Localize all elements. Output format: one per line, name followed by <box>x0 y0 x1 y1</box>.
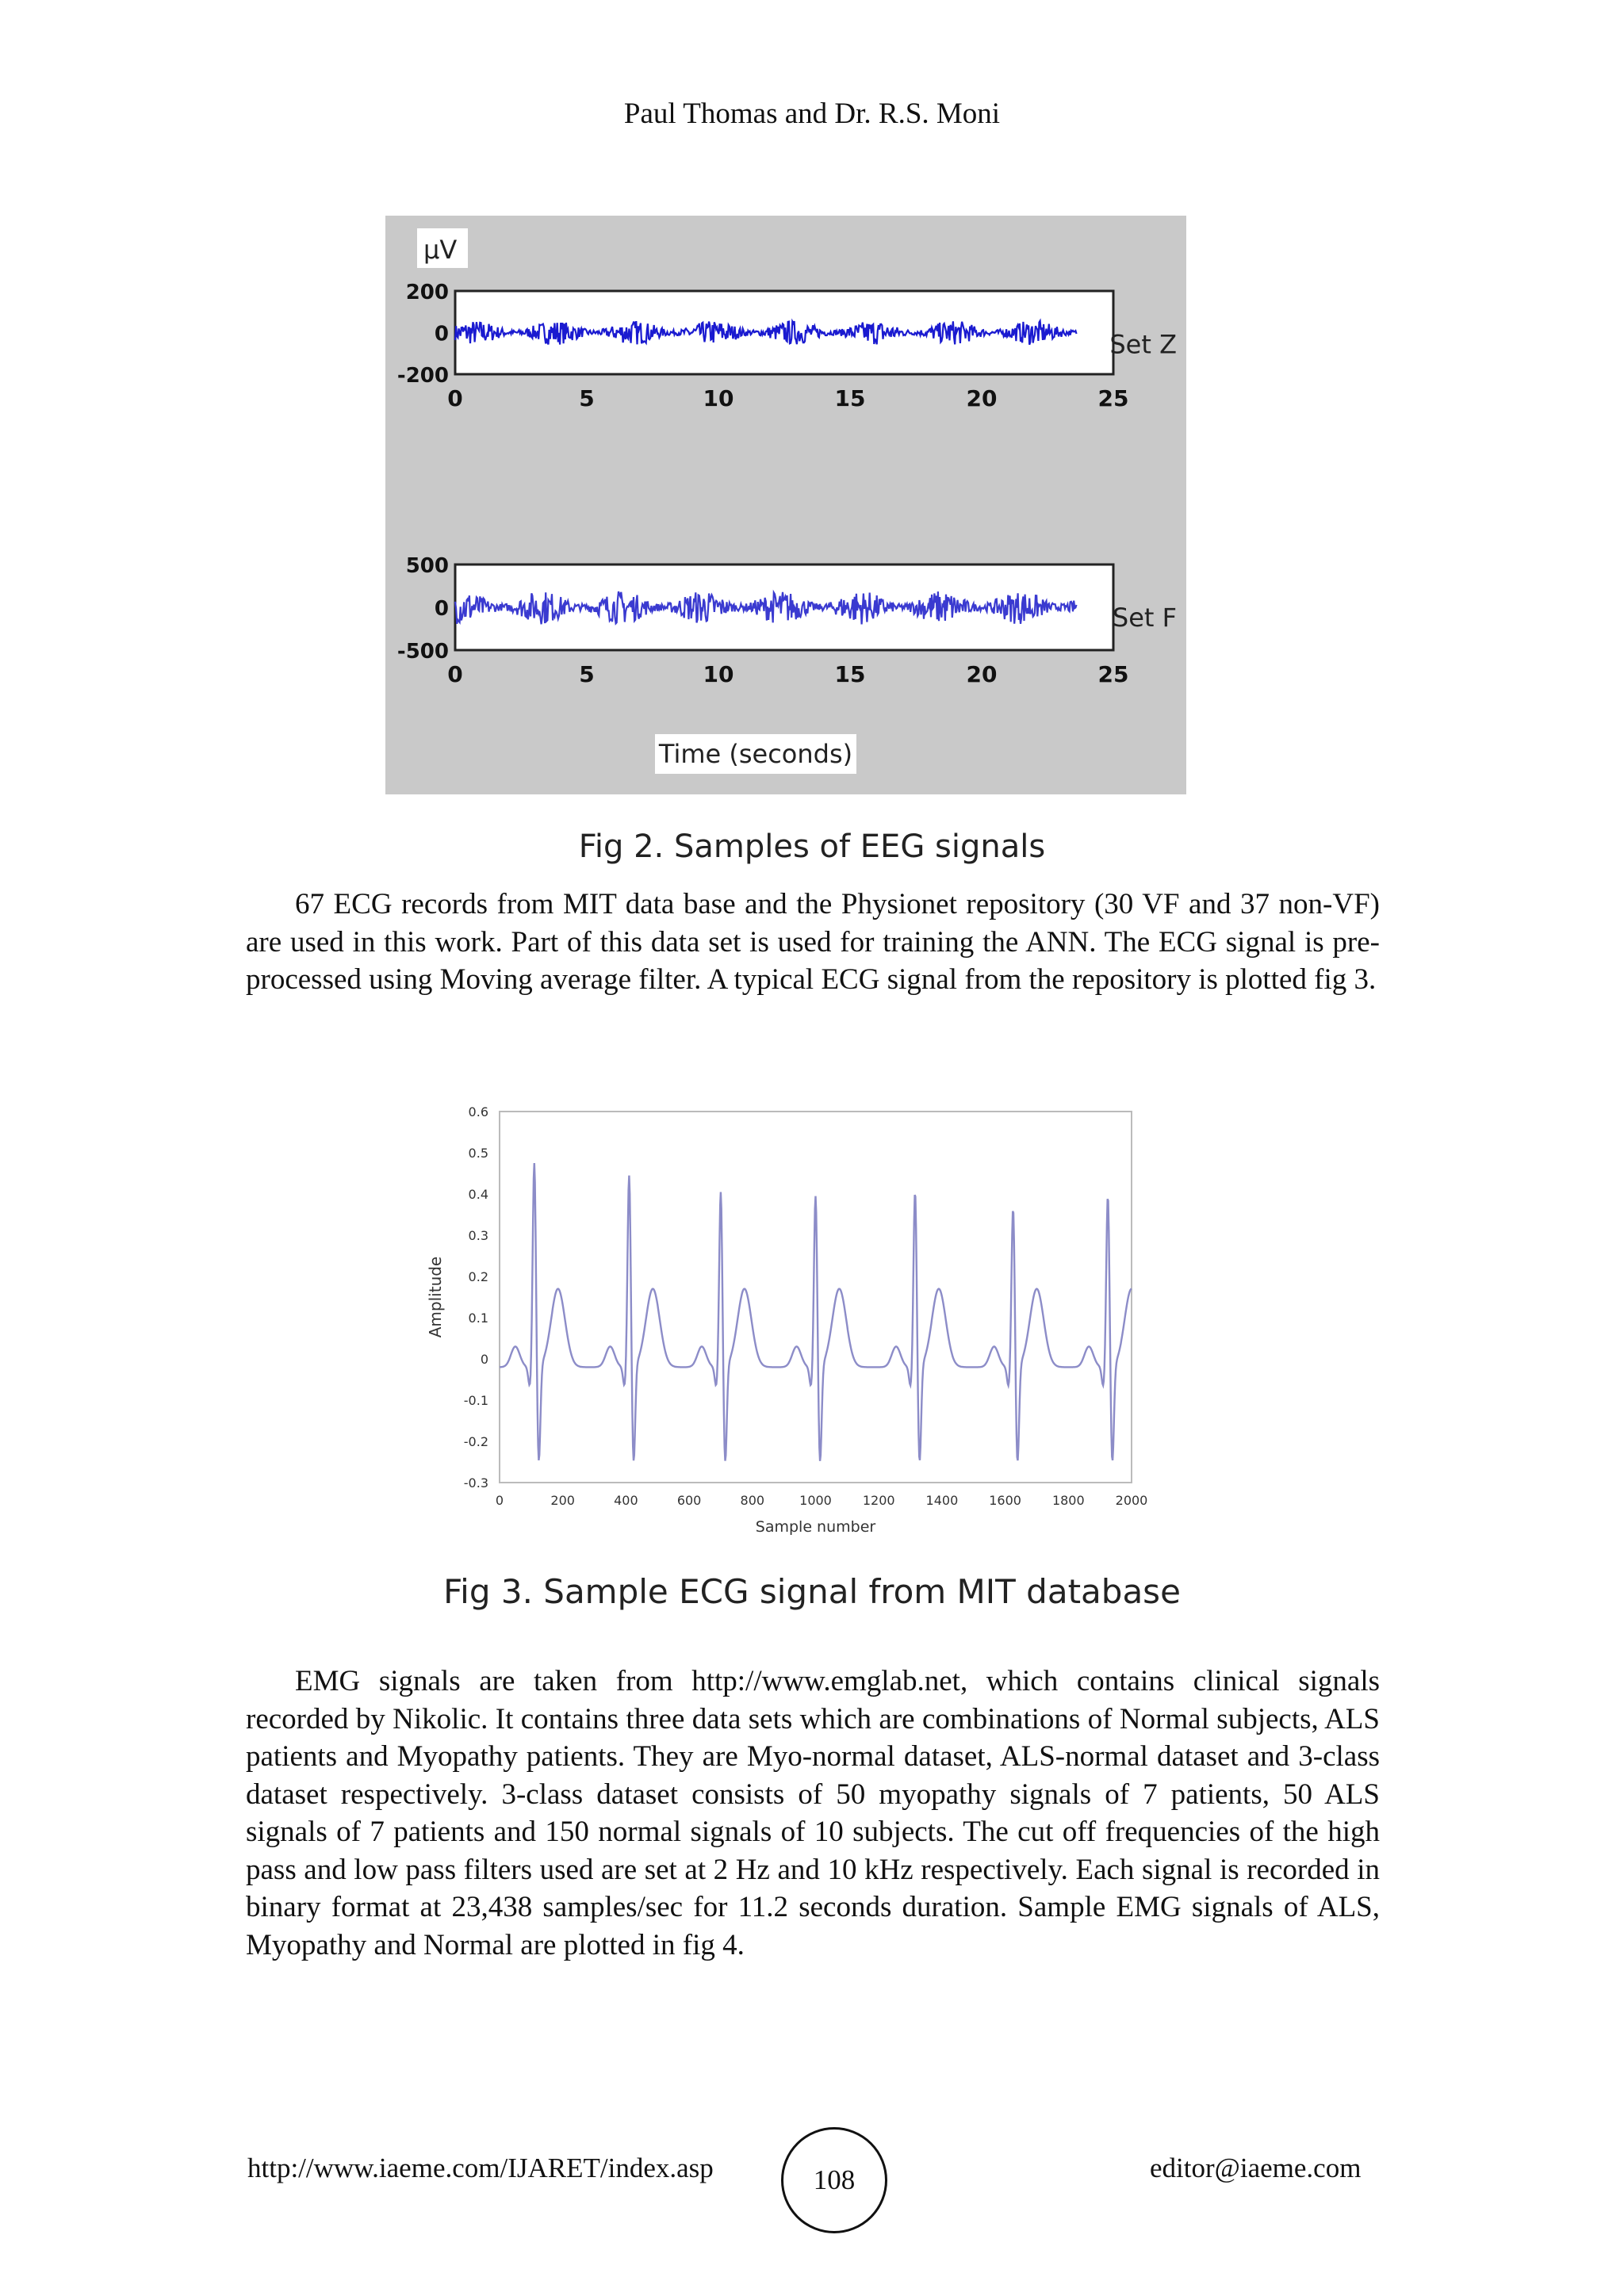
x-tick-label: 800 <box>740 1493 765 1508</box>
plot-area <box>500 1112 1132 1483</box>
figure-2-eeg-chart <box>385 216 1186 794</box>
series-label: Set F <box>1112 603 1177 633</box>
eeg-plot-set-f <box>397 554 1177 687</box>
unit-label: µV <box>423 235 458 265</box>
footer-email: editor@iaeme.com <box>1150 2152 1362 2183</box>
y-tick-label: 0 <box>434 597 449 621</box>
y-tick-label: -0.1 <box>463 1393 488 1408</box>
x-tick-label: 1000 <box>799 1493 832 1508</box>
x-tick-label: 0 <box>447 385 463 411</box>
y-tick-label: -200 <box>396 364 449 388</box>
y-tick-label: -0.2 <box>463 1434 488 1449</box>
figure-3-ecg-chart <box>412 1094 1150 1554</box>
x-tick-label: 600 <box>676 1493 702 1508</box>
y-tick-label: 200 <box>405 281 449 304</box>
y-tick-label: -500 <box>396 640 449 664</box>
y-tick-label: -0.3 <box>463 1475 488 1490</box>
y-tick-label: 0 <box>434 322 449 346</box>
x-tick-label: 400 <box>614 1493 638 1508</box>
x-tick-label: 10 <box>703 661 734 687</box>
x-tick-label: 5 <box>579 661 595 687</box>
y-tick-label: 0.2 <box>468 1269 488 1284</box>
x-tick-label: 15 <box>834 661 866 687</box>
x-tick-label: 5 <box>579 385 595 411</box>
plot-area <box>455 564 1113 650</box>
x-tick-label: 1600 <box>989 1493 1021 1508</box>
x-tick-label: 15 <box>834 385 866 411</box>
figure-3-caption: Fig 3. Sample ECG signal from MIT database <box>443 1572 1181 1611</box>
series-label: Set Z <box>1109 329 1177 360</box>
x-axis-label: Time (seconds) <box>658 739 853 769</box>
y-tick-label: 0.3 <box>468 1228 488 1243</box>
running-header: Paul Thomas and Dr. R.S. Moni <box>623 98 1001 130</box>
y-tick-label: 0.6 <box>468 1104 488 1119</box>
x-tick-label: 25 <box>1097 661 1129 687</box>
x-tick-label: 1800 <box>1051 1493 1085 1508</box>
x-tick-label: 200 <box>550 1493 575 1508</box>
page-number: 108 <box>813 2164 856 2195</box>
x-tick-label: 0 <box>495 1493 504 1508</box>
y-axis-label: Amplitude <box>426 1256 445 1338</box>
x-tick-label: 1400 <box>925 1493 959 1508</box>
paragraph-emg-signals: EMG signals are taken from http://www.emglab.net, which contains clinical signals recorded by Nikolic. It contains three data sets which are combinations of Normal subjects, ALS patients and Myopathy patients. They are Myo-normal dataset, ALS-normal dataset and 3-class dataset respectively. 3-class dataset consists of 50 myopathy signals of 7 patients, 50 ALS signals of 7 patients and 150 normal signals of 10 subjects. The cut off frequencies of the high pass and low pass filters used are set at 2 Hz and 10 kHz respectively. Each signal is recorded in binary format at 23,438 samples/sec for 11.2 seconds duration. Sample EMG signals of ALS, Myopathy and Normal are plotted in fig 4. <box>246 1665 1380 1961</box>
x-tick-label: 2000 <box>1115 1493 1148 1508</box>
x-tick-label: 0 <box>447 661 463 687</box>
y-tick-label: 500 <box>405 554 449 578</box>
x-tick-label: 10 <box>703 385 734 411</box>
x-tick-label: 20 <box>966 661 998 687</box>
y-tick-label: 0.4 <box>468 1187 488 1202</box>
x-tick-label: 25 <box>1097 385 1129 411</box>
paragraph-ecg-records: 67 ECG records from MIT data base and the Physionet repository (30 VF and 37 non-VF) are used in this work. Part of this data set is used for training the ANN. The ECG signal is pre- processed using Moving average filter. A typical ECG signal from the repository is plotted fig 3. <box>246 888 1380 996</box>
x-tick-label: 20 <box>966 385 998 411</box>
y-tick-label: 0.5 <box>468 1146 488 1161</box>
x-tick-label: 1200 <box>862 1493 895 1508</box>
y-tick-label: 0.1 <box>468 1311 488 1326</box>
page-number-badge <box>781 2127 887 2233</box>
figure-2-caption: Fig 2. Samples of EEG signals <box>578 828 1046 865</box>
footer-url: http://www.iaeme.com/IJARET/index.asp <box>247 2152 714 2183</box>
eeg-plot-set-z <box>397 281 1177 411</box>
x-axis-label: Sample number <box>755 1518 876 1536</box>
y-tick-label: 0 <box>480 1352 488 1367</box>
